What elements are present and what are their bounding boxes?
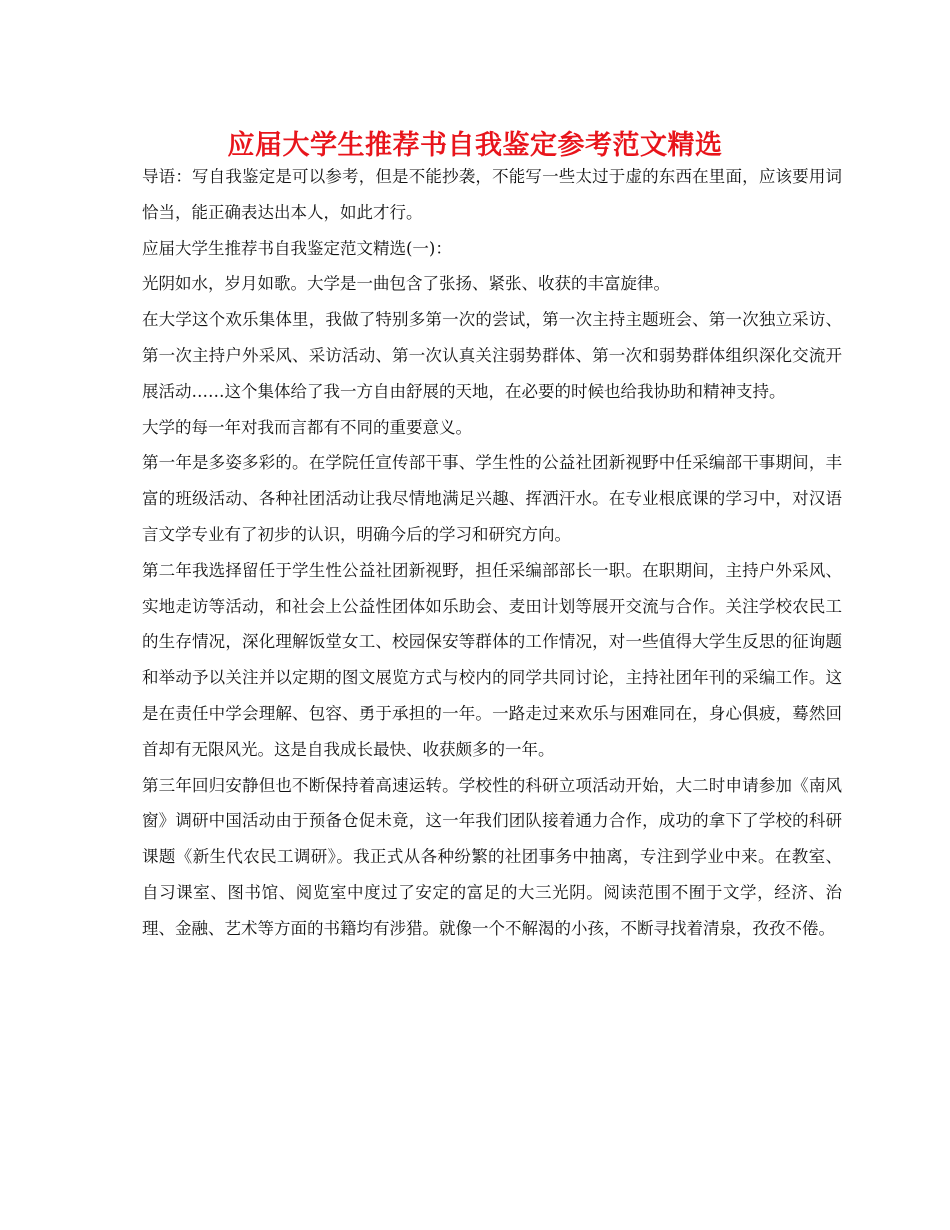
body-paragraph: 第一年是多姿多彩的。在学院任宣传部干事、学生性的公益社团新视野中任采编部干事期间，丰富的班级活动、各种社团活动让我尽情地满足兴趣、挥洒汗水。在专业根底课的学习中，对汉语言文学专业有了初步的认识，明确今后的学习和研究方向。 [142,453,842,544]
body-paragraph: 第二年我选择留任于学生性公益社团新视野，担任采编部部长一职。在职期间，主持户外采风、实地走访等活动，和社会上公益性团体如乐助会、麦田计划等展开交流与合作。关注学校农民工的生存情况，深化理解饭堂女工、校园保安等群体的工作情况，对一些值得大学生反思的征询题和举动予以关注并以定期的图文展览方式与校内的同学共同讨论，主持社团年刊的采编工作。这是在责任中学会理解、包容、勇于承担的一年。一路走过来欢乐与困难同在，身心俱疲，蓦然回首却有无限风光。这是自我成长最快、收获颇多的一年。 [142,560,842,759]
body-paragraph: 光阴如水，岁月如歌。大学是一曲包含了张扬、紧张、收获的丰富旋律。 [142,274,670,294]
body-paragraph: 第三年回归安静但也不断保持着高速运转。学校性的科研立项活动开始，大二时申请参加《南风窗》调研中国活动由于预备仓促未竟，这一年我们团队接着通力合作，成功的拿下了学校的科研课题《新生代农民工调研》。我正式从各种纷繁的社团事务中抽离，专注到学业中来。在教室、自习课室、图书馆、阅览室中度过了安定的富足的大三光阴。阅读范围不囿于文学，经济、治理、金融、艺术等方面的书籍均有涉猎。就像一个不解渴的小孩，不断寻找着清泉，孜孜不倦。 [142,775,842,938]
intro-paragraph: 导语：写自我鉴定是可以参考，但是不能抄袭，不能写一些太过于虚的东西在里面，应该要用词恰当，能正确表达出本人，如此才行。 [142,167,842,222]
document-title: 应届大学生推荐书自我鉴定参考范文精选 [227,130,723,161]
body-paragraph: 大学的每一年对我而言都有不同的重要意义。 [142,417,472,437]
document-body [142,159,842,947]
body-paragraph: 在大学这个欢乐集体里，我做了特别多第一次的尝试，第一次主持主题班会、第一次独立采访、第一次主持户外采风、采访活动、第一次认真关注弱势群体、第一次和弱势群体组织深化交流开展活动……这个集体给了我一方自由舒展的天地，在必要的时候也给我协助和精神支持。 [142,310,842,401]
section-heading: 应届大学生推荐书自我鉴定范文精选(一)： [142,238,452,258]
